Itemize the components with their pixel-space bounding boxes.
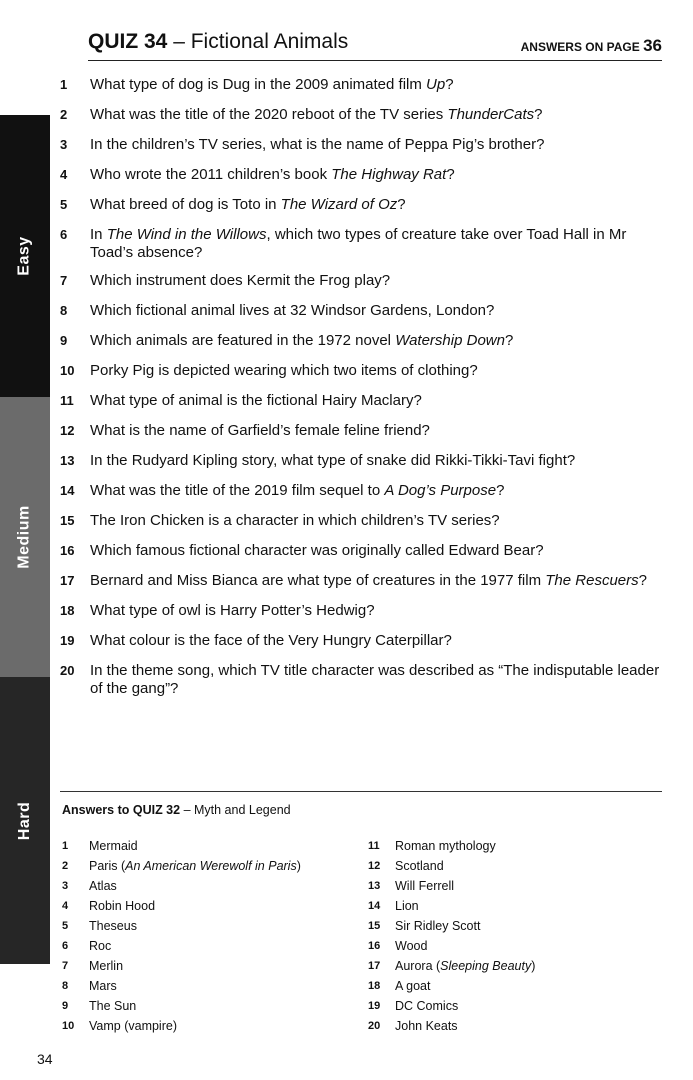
- answer-number: 12: [368, 860, 381, 872]
- answer-text: [89, 996, 136, 1016]
- question-number: 8: [60, 303, 68, 318]
- tab-easy-label: Easy: [16, 236, 33, 276]
- answer-item: [62, 916, 342, 936]
- answer-text-main: Aurora (: [395, 959, 441, 973]
- answer-number: 5: [62, 920, 69, 932]
- question-text: [90, 662, 660, 698]
- question-item: [60, 602, 660, 620]
- question-text-main: Who wrote the 2011 children’s book: [90, 166, 332, 183]
- question-item: [60, 302, 660, 320]
- answer-item: [368, 1016, 648, 1036]
- question-text: [90, 512, 660, 530]
- page-title: [88, 30, 348, 54]
- question-text: [90, 272, 660, 290]
- question-item: [60, 272, 660, 290]
- question-text: [90, 482, 660, 500]
- answer-text-main: Wood: [395, 939, 428, 953]
- answer-text: [395, 1016, 458, 1036]
- question-text-end: ?: [397, 196, 406, 213]
- question-text-title: The Wizard of Oz: [280, 196, 398, 213]
- question-text-main: What type of dog is Dug in the 2009 animated film: [90, 76, 427, 93]
- answer-number: 15: [368, 920, 381, 932]
- question-text-end: ?: [446, 166, 455, 183]
- question-number: 4: [60, 167, 68, 182]
- question-text-main: The Iron Chicken is a character in which children’s TV series?: [90, 512, 500, 529]
- answer-text-main: Will Ferrell: [395, 879, 455, 893]
- question-number: 3: [60, 137, 68, 152]
- question-text: [90, 392, 660, 410]
- question-item: [60, 422, 660, 440]
- answer-text: [89, 876, 117, 896]
- question-number: 15: [60, 513, 75, 528]
- question-text-end: ?: [445, 76, 454, 93]
- answer-text-main: DC Comics: [395, 999, 459, 1013]
- answer-text-main: Lion: [395, 899, 419, 913]
- question-number: 10: [60, 363, 75, 378]
- answer-number: 14: [368, 900, 381, 912]
- question-number: 2: [60, 107, 68, 122]
- question-number: 7: [60, 273, 68, 288]
- answer-text: [395, 936, 427, 956]
- answer-text: [395, 876, 454, 896]
- question-text-main: Bernard and Miss Bianca are what type of creatures in the 1977 film: [90, 572, 546, 589]
- question-item: [60, 362, 660, 380]
- answer-text-main: Sir Ridley Scott: [395, 919, 481, 933]
- answer-text: [89, 956, 123, 976]
- question-item: [60, 106, 660, 124]
- answer-item: [62, 1016, 342, 1036]
- question-text-main: What was the title of the 2019 film sequel to: [90, 482, 385, 499]
- question-number: 5: [60, 197, 68, 212]
- question-item: [60, 542, 660, 560]
- question-text: [90, 632, 660, 650]
- answer-text-main: Roman mythology: [395, 839, 496, 853]
- question-text-title: ThunderCats: [447, 106, 535, 123]
- question-text-main: Which fictional animal lives at 32 Windsor Gardens, London?: [90, 302, 495, 319]
- question-text-main: What breed of dog is Toto in: [90, 196, 281, 213]
- question-text: [90, 226, 660, 262]
- question-text: [90, 602, 660, 620]
- question-text-main: Porky Pig is depicted wearing which two items of clothing?: [90, 362, 478, 379]
- answer-number: 11: [368, 840, 380, 852]
- question-text: [90, 196, 660, 214]
- question-text-end: ?: [638, 572, 647, 589]
- answer-text-main: Theseus: [89, 919, 137, 933]
- answer-item: [62, 936, 342, 956]
- question-text-main: What colour is the face of the Very Hungry Caterpillar?: [90, 632, 452, 649]
- answer-text-main: Robin Hood: [89, 899, 156, 913]
- question-text-title: Watership Down: [395, 332, 505, 349]
- question-item: [60, 76, 660, 94]
- answers-column-left: [62, 836, 342, 1036]
- answers-page-reference: [521, 36, 662, 56]
- answer-text-end: ): [296, 859, 301, 873]
- question-text-end: ?: [534, 106, 543, 123]
- answer-item: [368, 856, 648, 876]
- question-text: [90, 332, 660, 350]
- answer-text-main: Mermaid: [89, 839, 138, 853]
- question-item: [60, 632, 660, 650]
- answers-divider: [60, 791, 662, 792]
- answer-number: 7: [62, 960, 69, 972]
- answer-text: [395, 976, 430, 996]
- question-text-main: What type of animal is the fictional Hairy Maclary?: [90, 392, 422, 409]
- question-number: 19: [60, 633, 75, 648]
- answer-number: 13: [368, 880, 381, 892]
- answer-text: [89, 1016, 177, 1036]
- question-text-main: In the Rudyard Kipling story, what type of snake did Rikki-Tikki-Tavi fight?: [90, 452, 576, 469]
- question-text: [90, 572, 660, 590]
- answer-item: [62, 976, 342, 996]
- answer-item: [62, 956, 342, 976]
- question-item: [60, 196, 660, 214]
- answer-text-main: A goat: [395, 979, 431, 993]
- question-item: [60, 332, 660, 350]
- answer-number: 17: [368, 960, 381, 972]
- question-text-end: , which two types of creature take over Toad Hall in Mr Toad’s absence?: [90, 226, 627, 261]
- answer-item: [368, 836, 648, 856]
- question-item: [60, 226, 660, 262]
- question-item: [60, 166, 660, 184]
- answer-item: [62, 896, 342, 916]
- answer-item: [368, 976, 648, 996]
- question-item: [60, 452, 660, 470]
- question-text: [90, 422, 660, 440]
- tab-medium-label: Medium: [16, 505, 34, 569]
- question-text-main: What is the name of Garfield’s female feline friend?: [90, 422, 430, 439]
- answer-text: [89, 936, 111, 956]
- answers-ref-text: ANSWERS ON PAGE: [520, 40, 644, 54]
- answer-number: 8: [62, 980, 69, 992]
- question-number: 17: [60, 573, 75, 588]
- question-text: [90, 106, 660, 124]
- question-number: 6: [60, 227, 68, 242]
- question-number: 14: [60, 483, 75, 498]
- question-text-title: A Dog’s Purpose: [384, 482, 497, 499]
- question-text-title: The Wind in the Willows: [106, 226, 267, 243]
- answer-text: [395, 956, 535, 976]
- question-number: 13: [60, 453, 75, 468]
- answer-item: [62, 876, 342, 896]
- answer-number: 19: [368, 1000, 381, 1012]
- question-number: 9: [60, 333, 68, 348]
- answer-number: 2: [62, 860, 69, 872]
- answer-text: [89, 896, 155, 916]
- answer-text: [395, 896, 419, 916]
- question-text-main: What type of owl is Harry Potter’s Hedwig?: [90, 602, 375, 619]
- answers-heading-quiz: Answers to QUIZ 32: [62, 803, 181, 817]
- answer-text: [89, 976, 117, 996]
- answer-item: [368, 876, 648, 896]
- answers-heading: [62, 803, 291, 817]
- answer-item: [62, 856, 342, 876]
- question-text-main: Which famous fictional character was originally called Edward Bear?: [90, 542, 544, 559]
- tab-hard-label: Hard: [15, 801, 33, 840]
- answer-text: [89, 836, 138, 856]
- answer-text-main: Roc: [89, 939, 112, 953]
- answer-item: [368, 916, 648, 936]
- question-text-main: What was the title of the 2020 reboot of the TV series: [90, 106, 448, 123]
- answer-text-main: Vamp (vampire): [89, 1019, 177, 1033]
- answer-item: [368, 896, 648, 916]
- question-text: [90, 166, 660, 184]
- answer-number: 10: [62, 1020, 75, 1032]
- answer-item: [62, 836, 342, 856]
- question-item: [60, 512, 660, 530]
- tab-easy: [0, 115, 50, 397]
- answer-item: [62, 996, 342, 1016]
- question-number: 16: [60, 543, 75, 558]
- question-item: [60, 482, 660, 500]
- question-number: 20: [60, 663, 75, 678]
- question-text-main: Which animals are featured in the 1972 novel: [90, 332, 396, 349]
- answer-text-main: Merlin: [89, 959, 124, 973]
- answer-text-end: ): [531, 959, 536, 973]
- answers-column-right: [368, 836, 648, 1036]
- question-number: 12: [60, 423, 75, 438]
- tab-hard: [0, 677, 50, 964]
- question-text: [90, 452, 660, 470]
- question-text-end: ?: [496, 482, 505, 499]
- question-item: [60, 572, 660, 590]
- answer-text-main: Atlas: [89, 879, 117, 893]
- answers-heading-title: – Myth and Legend: [180, 803, 291, 817]
- quiz-label: QUIZ 34: [88, 30, 168, 53]
- answer-item: [368, 996, 648, 1016]
- answer-text: [395, 836, 496, 856]
- question-text-main: In the theme song, which TV title character was described as “The indisputable leader of the gang”?: [90, 662, 660, 697]
- page-number: 34: [37, 1051, 53, 1067]
- question-text: [90, 542, 660, 560]
- question-text: [90, 136, 660, 154]
- tab-medium: [0, 397, 50, 677]
- answer-text: [395, 916, 480, 936]
- answer-text: [89, 916, 137, 936]
- answer-number: 1: [62, 840, 69, 852]
- question-text: [90, 362, 660, 380]
- answer-text-title: Sleeping Beauty: [440, 959, 532, 973]
- answer-number: 3: [62, 880, 69, 892]
- answers-ref-page: 36: [643, 36, 662, 55]
- question-text-title: Up: [426, 76, 446, 93]
- question-text-main: In: [90, 226, 107, 243]
- question-item: [60, 662, 660, 698]
- question-text: [90, 76, 660, 94]
- answer-number: 20: [368, 1020, 381, 1032]
- answer-text: [89, 856, 301, 876]
- answer-number: 18: [368, 980, 381, 992]
- question-number: 11: [60, 393, 74, 408]
- question-text: [90, 302, 660, 320]
- question-text-main: In the children’s TV series, what is the name of Peppa Pig’s brother?: [90, 136, 545, 153]
- answer-text-main: Mars: [89, 979, 117, 993]
- answer-number: 9: [62, 1000, 69, 1012]
- answer-number: 4: [62, 900, 69, 912]
- answer-text: [395, 856, 444, 876]
- answer-item: [368, 936, 648, 956]
- question-item: [60, 136, 660, 154]
- question-number: 1: [60, 77, 68, 92]
- answer-text-main: Scotland: [395, 859, 444, 873]
- question-text-end: ?: [504, 332, 514, 349]
- question-text-title: The Rescuers: [545, 572, 639, 589]
- answer-text-main: John Keats: [395, 1019, 458, 1033]
- answer-number: 6: [62, 940, 69, 952]
- answer-number: 16: [368, 940, 381, 952]
- page-header: [88, 26, 662, 61]
- quiz-title: – Fictional Animals: [167, 30, 349, 53]
- question-text-main: Which instrument does Kermit the Frog play?: [90, 272, 391, 289]
- question-number: 18: [60, 603, 75, 618]
- question-text-title: The Highway Rat: [331, 166, 447, 183]
- answer-text: [395, 996, 458, 1016]
- question-item: [60, 392, 660, 410]
- answer-text-title: An American Werewolf in Paris: [125, 859, 297, 873]
- answer-item: [368, 956, 648, 976]
- answer-text-main: Paris (: [89, 859, 126, 873]
- answer-text-main: The Sun: [89, 999, 137, 1013]
